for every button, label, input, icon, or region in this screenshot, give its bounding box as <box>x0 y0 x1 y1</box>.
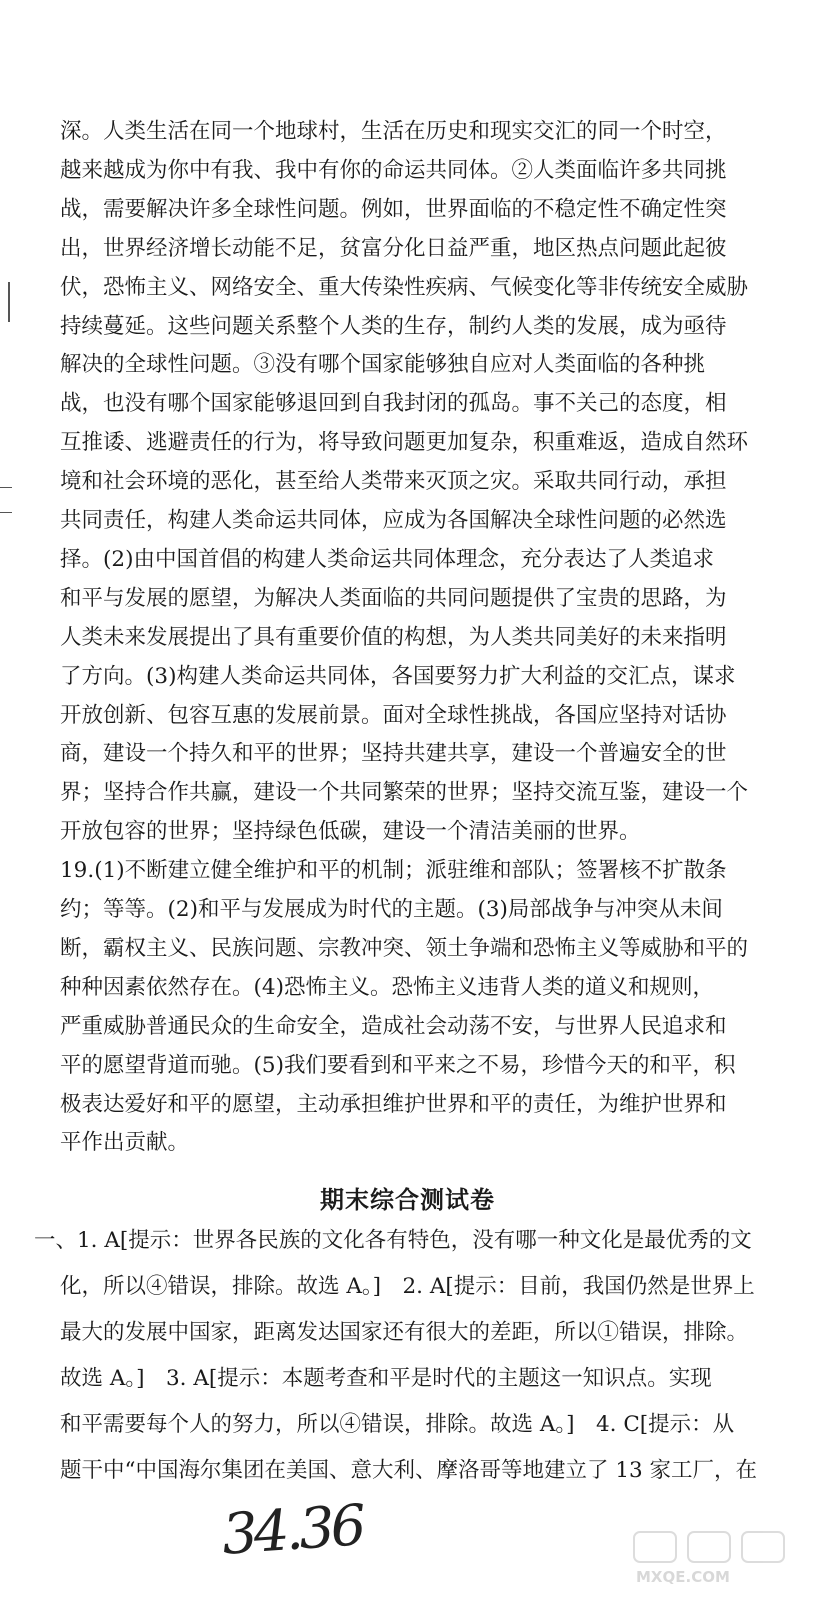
answer-line: 故选 A。] 3. A[提示：本题考查和平是时代的主题这一知识点。实现 <box>60 1366 712 1391</box>
text-line: 断，霸权主义、民族问题、宗教冲突、领土争端和恐怖主义等威胁和平的 <box>60 935 749 961</box>
left-margin-mark <box>0 487 12 488</box>
text-line: 平作出贡献。 <box>60 1130 190 1156</box>
text-line: 人类未来发展提出了具有重要价值的构想，为人类共同美好的未来指明 <box>60 624 727 650</box>
text-line: 越来越成为你中有我、我中有你的命运共同体。②人类面临许多共同挑 <box>60 157 727 183</box>
text-line: 开放创新、包容互惠的发展前景。面对全球性挑战，各国应坚持对话协 <box>60 702 727 728</box>
text-line: 极表达爱好和平的愿望，主动承担维护世界和平的责任，为维护世界和 <box>60 1091 727 1117</box>
text-line: 和平与发展的愿望，为解决人类面临的共同问题提供了宝贵的思路，为 <box>60 585 727 611</box>
text-line: 互推诿、逃避责任的行为，将导致问题更加复杂，积重难返，造成自然环 <box>60 430 749 456</box>
text-line: 深。人类生活在同一个地球村，生活在历史和现实交汇的同一个时空， <box>60 119 727 144</box>
left-margin-mark <box>0 512 12 513</box>
text-line: 择。(2)由中国首倡的构建人类命运共同体理念，充分表达了人类追求 <box>60 546 714 572</box>
text-line: 严重威胁普通民众的生命安全，造成社会动荡不安，与世界人民追求和 <box>60 1013 727 1039</box>
handwritten-note: 34.36 <box>219 1493 365 1568</box>
text-line: 出，世界经济增长动能不足，贫富分化日益严重，地区热点问题此起彼 <box>60 235 727 261</box>
text-line: 19.(1)不断建立健全维护和平的机制；派驻维和部队；签署核不扩散条 <box>60 858 727 884</box>
svg-text:MXQE.COM: MXQE.COM <box>636 1568 730 1586</box>
text-line: 境和社会环境的恶化，甚至给人类带来灭顶之灾。采取共同行动，承担 <box>60 469 727 495</box>
text-line: 持续蔓延。这些问题关系整个人类的生存，制约人类的发展，成为亟待 <box>60 313 727 339</box>
text-line: 战，也没有哪个国家能够退回到自我封闭的孤岛。事不关己的态度，相 <box>60 391 727 417</box>
answer-line: 最大的发展中国家，距离发达国家还有很大的差距，所以①错误，排除。 <box>60 1320 749 1345</box>
text-line: 解决的全球性问题。③没有哪个国家能够独自应对人类面临的各种挑 <box>60 352 706 378</box>
text-line: 共同责任，构建人类命运共同体，应成为各国解决全球性问题的必然选 <box>60 508 727 533</box>
answer-line: 一、1. A[提示：世界各民族的文化各有特色，没有哪一种文化是最优秀的文 <box>34 1228 752 1253</box>
text-line: 商，建设一个持久和平的世界；坚持共建共享，建设一个普遍安全的世 <box>60 741 727 767</box>
text-line: 界；坚持合作共赢，建设一个共同繁荣的世界；坚持交流互鉴，建设一个 <box>60 780 749 806</box>
text-line: 种种因素依然存在。(4)恐怖主义。恐怖主义违背人类的道义和规则， <box>60 974 714 1000</box>
text-line: 伏，恐怖主义、网络安全、重大传染性疾病、气候变化等非传统安全威胁 <box>60 274 749 300</box>
answer-line: 题干中“中国海尔集团在美国、意大利、摩洛哥等地建立了 13 家工厂，在 <box>60 1458 758 1483</box>
answer-line: 和平需要每个人的努力，所以④错误，排除。故选 A。] 4. C[提示：从 <box>60 1412 735 1437</box>
section-title: 期末综合测试卷 <box>320 1186 495 1214</box>
text-line: 开放包容的世界；坚持绿色低碳，建设一个清洁美丽的世界。 <box>60 819 641 845</box>
text-line: 了方向。(3)构建人类命运共同体，各国要努力扩大利益的交汇点，谋求 <box>60 663 736 689</box>
answer-line: 化，所以④错误，排除。故选 A。] 2. A[提示：目前，我国仍然是世界上 <box>60 1274 755 1299</box>
text-line: 平的愿望背道而驰。(5)我们要看到和平来之不易，珍惜今天的和平，积 <box>60 1052 736 1078</box>
left-margin-mark <box>8 282 10 322</box>
text-line: 战，需要解决许多全球性问题。例如，世界面临的不稳定性不确定性突 <box>60 196 727 222</box>
text-line: 约；等等。(2)和平与发展成为时代的主题。(3)局部战争与冲突从未间 <box>60 897 723 922</box>
watermark-logo <box>628 1528 798 1588</box>
